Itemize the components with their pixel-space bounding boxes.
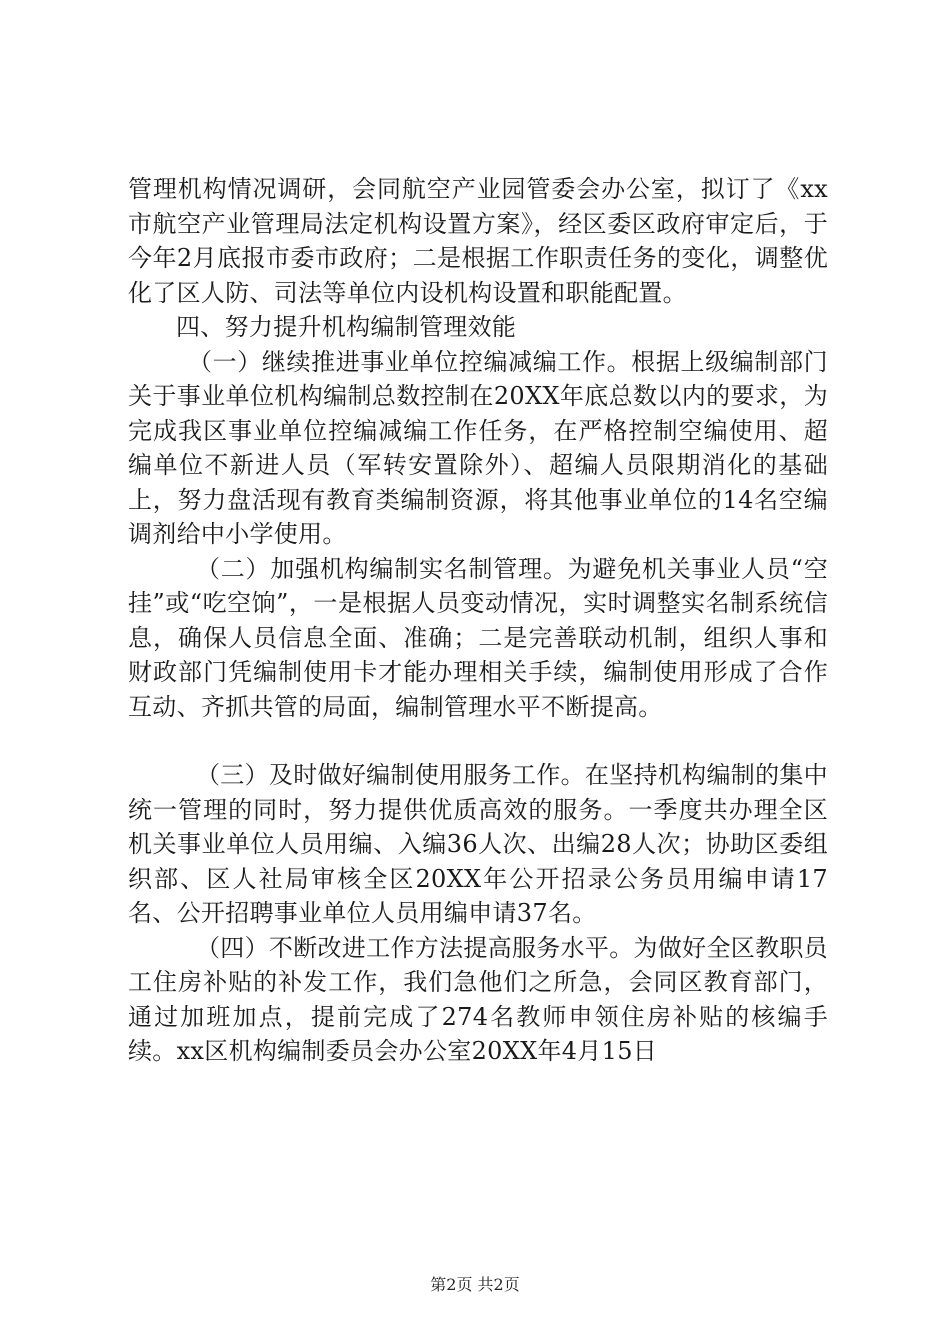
paragraph-item-2: （二）加强机构编制实名制管理。为避免机关事业人员“空挂”或“吃空饷”，一是根据人员变动情况，实时调整实名制系统信息，确保人员信息全面、准确；二是完善联动机制，组织人事和财政部门凭编制使用卡才能办理相关手续，编制使用形成了合作互动、齐抓共管的局面，编制管理水平不断提高。 — [128, 554, 828, 721]
paragraph-item-1: （一）继续推进事业单位控编减编工作。根据上级编制部门关于事业单位机构编制总数控制在20XX年底总数以内的要求，为完成我区事业单位控编减编工作任务，在严格控制空编使用、超编单位不新进人员（军转安置除外）、超编人员限期消化的基础上，努力盘活现有教育类编制资源，将其他事业单位的14名空编调剂给中小学使用。 — [128, 347, 828, 548]
section-heading: 四、努力提升机构编制管理效能 — [176, 313, 517, 341]
paragraph-continuation: 管理机构情况调研，会同航空产业园管委会办公室，拟订了《xx市航空产业管理局法定机构设置方案》，经区委区政府审定后，于今年2月底报市委市政府；二是根据工作职责任务的变化，调整优化了区人防、司法等单位内设机构设置和职能配置。 — [128, 175, 828, 307]
paragraph-item-4: （四）不断改进工作方法提高服务水平。为做好全区教职员工住房补贴的补发工作，我们急他们之所急，会同区教育部门，通过加班加点，提前完成了274名教师申领住房补贴的核编手续。xx区机构编制委员会办公室20XX年4月15日 — [128, 933, 828, 1065]
paragraph-item-3: （三）及时做好编制使用服务工作。在坚持机构编制的集中统一管理的同时，努力提供优质高效的服务。一季度共办理全区机关事业单位人员用编、入编36人次、出编28人次；协助区委组织部、区人社局审核全区20XX年公开招录公务员用编申请17名、公开招聘事业单位人员用编申请37名。 — [128, 761, 828, 927]
page-number-footer: 第2页 共2页 — [430, 1275, 520, 1294]
document-body — [128, 172, 828, 1069]
